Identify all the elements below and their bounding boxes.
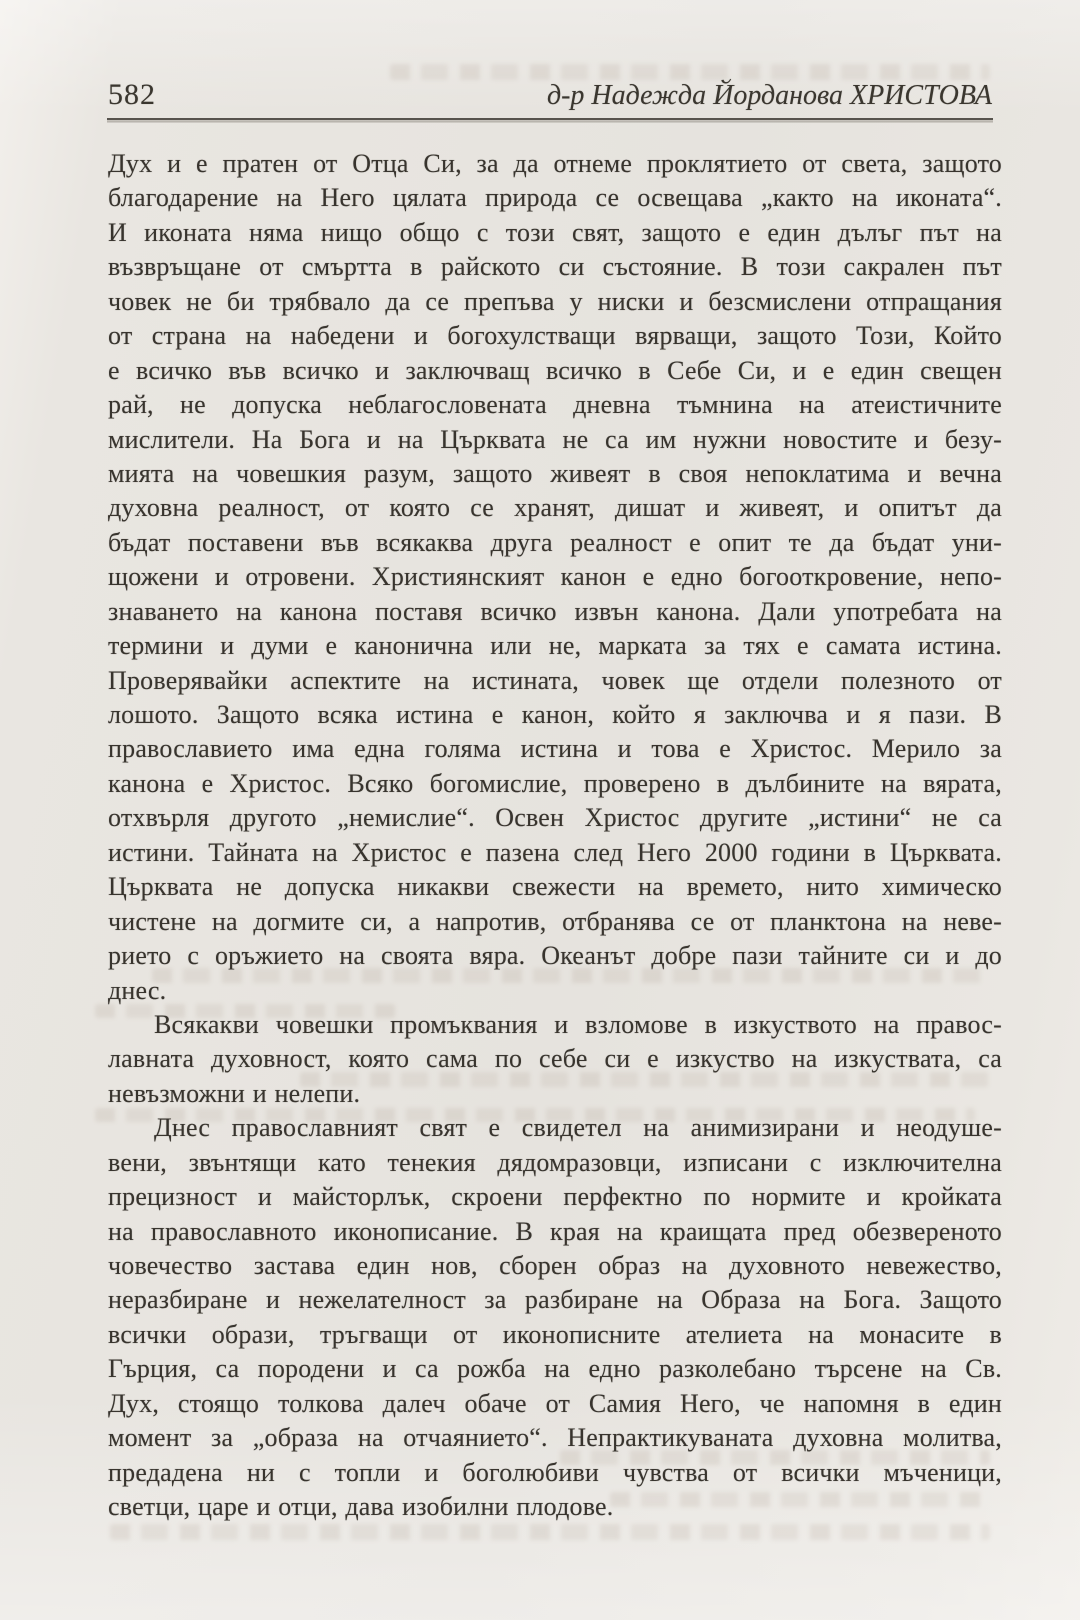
header-rule — [107, 118, 993, 123]
paragraph — [108, 147, 1002, 1008]
text-line: Днес православният свят е свидетел на анимизирани и неодуше- — [154, 1113, 1002, 1143]
running-header-title: д-р Надежда Йорданова ХРИСТОВА — [546, 80, 992, 111]
text-line: православието има една голяма истина и това е Христос. Мерило за — [108, 734, 1002, 764]
page-header — [108, 78, 992, 112]
text-line: рай, не допуска неблагословената дневна тъмнина на атеистичните — [108, 390, 1002, 420]
text-line: благодарение на Него цялата природа се освещава „както на иконата“. — [108, 183, 1002, 213]
text-line: неразбиране и нежелателност за разбиране на Образа на Бога. Защото — [108, 1285, 1002, 1315]
text-line: Дух и е пратен от Отца Си, за да отнеме проклятието от света, защото — [108, 149, 1002, 178]
text-line: Църквата не допуска никакви свежести на времето, нито химическо — [108, 872, 1002, 902]
bleedthrough-artifact — [110, 1524, 990, 1540]
text-line: термини и думи е канонична или не, марката за тях е самата истина. — [108, 631, 1002, 661]
text-line: предадена ни с топли и боголюбиви чувства от всички мъченици, — [108, 1457, 1002, 1487]
text-line: възвръщане от смъртта в райското си състояние. В този сакрален път — [108, 252, 1002, 282]
text-line: лавната духовност, която сама по себе си е изкуство на изкуствата, са — [108, 1044, 1002, 1074]
text-line: мията на човешкия разум, защото живеят в своя непоклатима и вечна — [108, 458, 1002, 488]
text-line: момент за „образа на отчаянието“. Непрактикуваната духовна молитва, — [108, 1423, 1002, 1453]
text-line: Проверявайки аспектите на истината, човек ще отдели полезното от — [108, 665, 1002, 695]
text-line: е всичко във всичко и заключващ всичко в Себе Си, и е един свещен — [108, 355, 1002, 385]
text-line: рието с оръжието на своята вяра. Океанът добре пази тайните си и до — [108, 941, 1002, 971]
text-line: днес. — [108, 975, 167, 1005]
text-line: отхвърля другото „немислие“. Освен Христос другите „истини“ не са — [108, 803, 1002, 833]
text-line: вени, звънтящи като тенекия дядомразовци, изписани с изключителна — [108, 1147, 1002, 1177]
text-line: бъдат поставени във всякаква друга реалност е опит те да бъдат уни- — [108, 527, 1002, 557]
text-line: Всякакви човешки промъквания и взломове в изкуството на правос- — [154, 1009, 1002, 1039]
paragraph — [108, 1008, 1002, 1111]
text-line: на православното иконописание. В края на краищата пред обезвереното — [108, 1216, 1002, 1246]
text-line: И иконата няма нищо общо с този свят, защото е един дълъг път на — [108, 217, 1002, 247]
text-line: знаването на канона поставя всичко извън канона. Дали употребата на — [108, 596, 1002, 626]
text-line: щожени и отровени. Християнският канон е едно богооткровение, непо- — [108, 562, 1002, 592]
paragraph — [108, 1111, 1002, 1524]
text-line: човек не би трябвало да се препъва у ниски и безсмислени отпращания — [108, 286, 1002, 316]
text-line: прецизност и майсторлък, скроени перфектно по нормите и кройката — [108, 1182, 1002, 1212]
text-line: от страна на набедени и богохулстващи вярващи, защото Този, Който — [108, 321, 1002, 351]
text-line: светци, царе и отци, дава изобилни плодове. — [108, 1492, 614, 1522]
body-text — [108, 147, 1002, 1525]
text-line: човечество застава един нов, сборен образ на духовното невежество, — [108, 1251, 1002, 1280]
text-line: чистене на догмите си, а напротив, отбранява се от планктона на неве- — [108, 906, 1002, 936]
text-line: духовна реалност, от която се хранят, дишат и живеят, и опитът да — [108, 493, 1002, 523]
text-line: Дух, стоящо толкова далеч обаче от Самия Него, че напомня в един — [108, 1388, 1002, 1418]
text-line: невъзможни и нелепи. — [108, 1078, 361, 1108]
text-line: лошото. Защото всяка истина е канон, който я заключва и я пази. В — [108, 700, 1002, 729]
text-line: мислители. На Бога и на Църквата не са им нужни новостите и безу- — [108, 424, 1002, 454]
text-line: канона е Христос. Всяко богомислие, проверено в дълбините на вярата, — [108, 768, 1002, 798]
text-line: всички образи, тръгващи от иконописните ателиета на монасите в — [108, 1319, 1002, 1349]
text-line: Гърция, са породени и са рожба на едно разколебано търсене на Св. — [108, 1354, 1002, 1384]
page-number: 582 — [108, 78, 156, 111]
text-line: истини. Тайната на Христос е пазена след Него 2000 години в Църквата. — [108, 837, 1002, 867]
